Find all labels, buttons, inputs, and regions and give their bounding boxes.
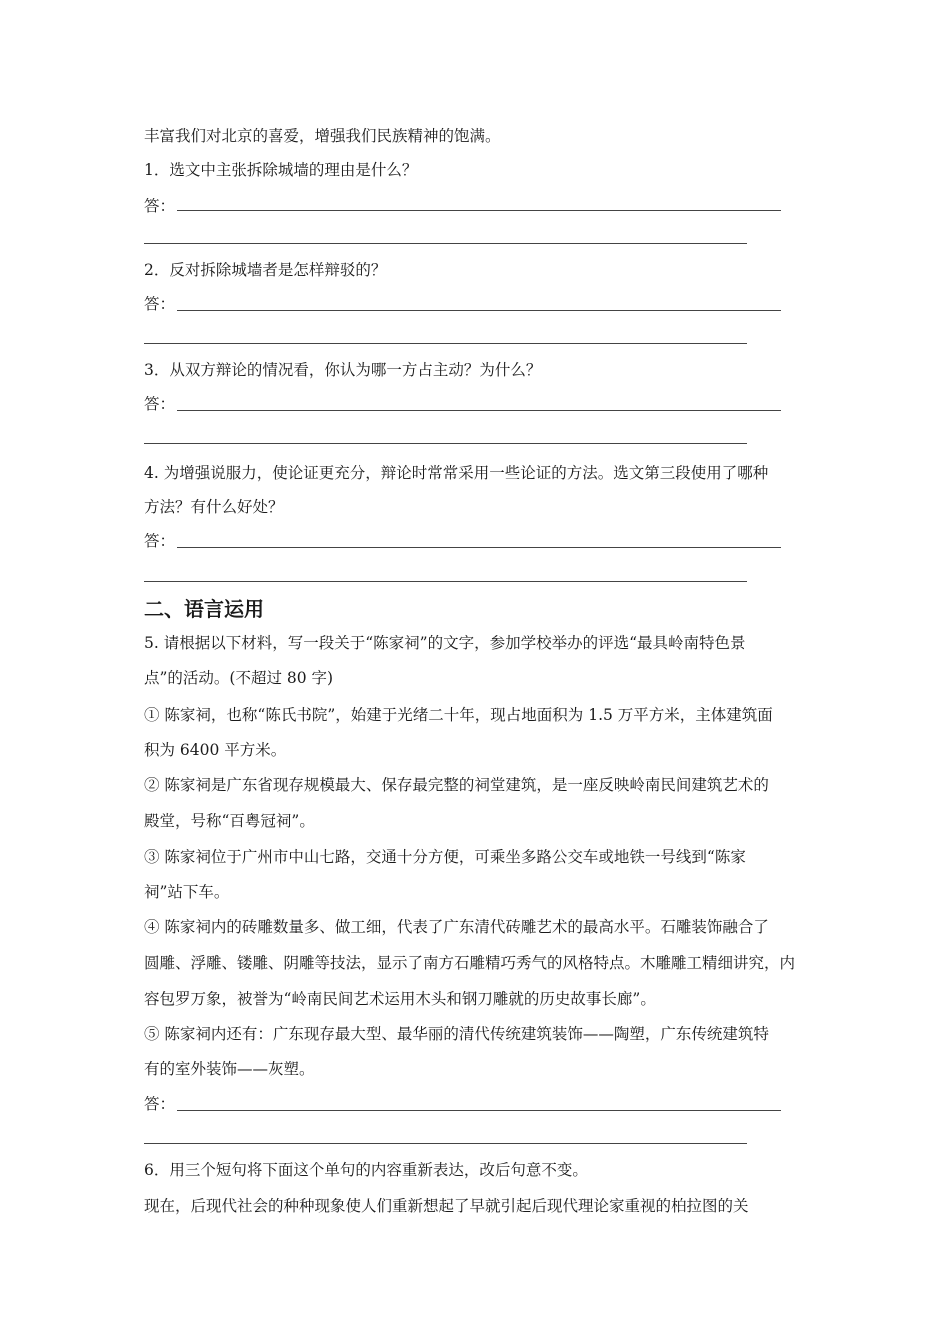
answer-line-2b[interactable] <box>144 343 747 344</box>
answer-label-1: 答： <box>144 197 176 215</box>
section-heading: 二、语言运用 <box>144 597 264 621</box>
answer-line-1b[interactable] <box>144 243 747 244</box>
question-4-line-2: 方法？有什么好处？ <box>144 498 284 516</box>
q5-line-7: ③ 陈家祠位于广州市中山七路，交通十分方便，可乘坐多路公交车或地铁一号线到“陈家 <box>144 848 746 866</box>
answer-line-1a[interactable] <box>177 210 781 211</box>
answer-line-3a[interactable] <box>177 410 781 411</box>
answer-line-5a[interactable] <box>177 1110 781 1111</box>
q5-line-4: 积为 6400 平方米。 <box>144 741 287 759</box>
question-2: 2．反对拆除城墙者是怎样辩驳的？ <box>144 261 387 279</box>
q5-line-12: ⑤ 陈家祠内还有：广东现存最大型、最华丽的清代传统建筑装饰——陶塑，广东传统建筑特 <box>144 1025 769 1043</box>
q5-line-6: 殿堂，号称“百粤冠祠”。 <box>144 812 315 830</box>
answer-line-4b[interactable] <box>144 581 747 582</box>
question-4-line-1: 4. 为增强说服力，使论证更充分，辩论时常常采用一些论证的方法。选文第三段使用了哪种 <box>144 464 769 482</box>
q5-line-10: 圆雕、浮雕、镂雕、阴雕等技法，显示了南方石雕精巧秀气的风格特点。木雕雕工精细讲究，内 <box>144 954 796 972</box>
question-3: 3．从双方辩论的情况看，你认为哪一方占主动？为什么？ <box>144 361 542 379</box>
q6-line-2: 现在，后现代社会的种种现象使人们重新想起了早就引起后现代理论家重视的柏拉图的关 <box>144 1197 749 1215</box>
answer-label-5: 答： <box>144 1095 176 1113</box>
answer-label-3: 答： <box>144 395 176 413</box>
q5-line-13: 有的室外装饰——灰塑。 <box>144 1060 315 1078</box>
q5-line-1: 5. 请根据以下材料，写一段关于“陈家祠”的文字，参加学校举办的评选“最具岭南特色景 <box>144 634 746 652</box>
answer-line-3b[interactable] <box>144 443 747 444</box>
answer-line-5b[interactable] <box>144 1143 747 1144</box>
answer-line-2a[interactable] <box>177 310 781 311</box>
q5-line-9: ④ 陈家祠内的砖雕数量多、做工细，代表了广东清代砖雕艺术的最高水平。石雕装饰融合了 <box>144 918 769 936</box>
q5-line-5: ② 陈家祠是广东省现存规模最大、保存最完整的祠堂建筑，是一座反映岭南民间建筑艺术的 <box>144 776 769 794</box>
answer-label-4: 答： <box>144 532 176 550</box>
q5-line-2: 点”的活动。(不超过 80 字) <box>144 669 334 687</box>
answer-line-4a[interactable] <box>177 547 781 548</box>
q6-line-1: 6．用三个短句将下面这个单句的内容重新表达，改后句意不变。 <box>144 1161 588 1179</box>
q5-line-11: 容包罗万象，被誉为“岭南民间艺术运用木头和钢刀雕就的历史故事长廊”。 <box>144 990 656 1008</box>
q5-line-3: ① 陈家祠，也称“陈氏书院”，始建于光绪二十年，现占地面积为 1.5 万平方米，主体建筑面 <box>144 706 773 724</box>
q5-line-8: 祠”站下车。 <box>144 883 230 901</box>
answer-label-2: 答： <box>144 295 176 313</box>
intro-line: 丰富我们对北京的喜爱，增强我们民族精神的饱满。 <box>144 127 501 145</box>
question-1: 1．选文中主张拆除城墙的理由是什么？ <box>144 161 418 179</box>
